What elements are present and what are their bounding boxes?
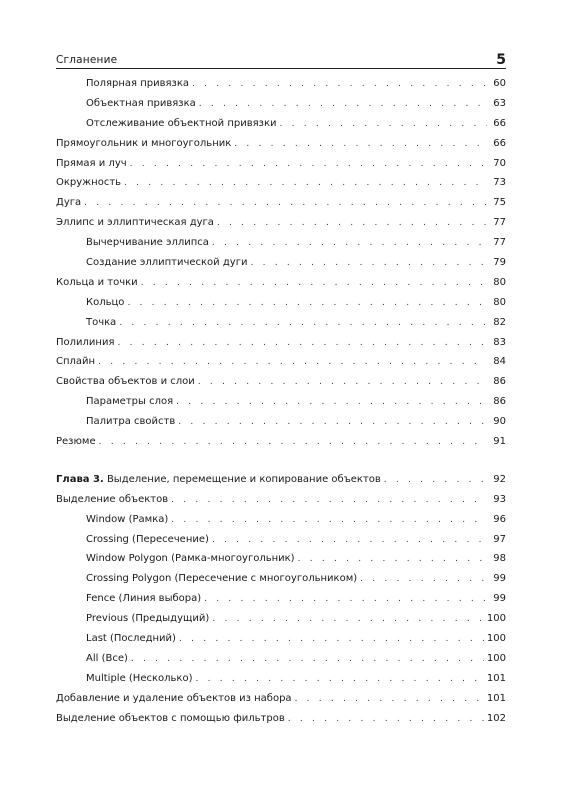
toc-entry	[56, 649, 506, 669]
dot-leader	[176, 393, 487, 413]
toc-entry-page: 70	[493, 157, 506, 169]
dot-leader	[298, 550, 487, 570]
toc-entry-text: Выделение объектов	[56, 493, 169, 505]
toc-entry-page: 86	[493, 376, 506, 388]
toc-entry-page: 100	[486, 613, 506, 625]
toc-entry	[56, 114, 506, 134]
dot-leader	[131, 650, 484, 670]
toc-entry-page: 84	[493, 356, 506, 368]
toc-entry-label	[86, 669, 192, 689]
dot-leader	[98, 353, 487, 373]
toc-entry-text: Прямоугольник и многоугольник	[56, 137, 232, 149]
toc-entry-text: Вычерчивание эллипса	[86, 237, 209, 249]
toc-entry-label	[86, 510, 168, 530]
dot-leader	[199, 95, 487, 115]
toc-entry-page: 91	[493, 436, 506, 448]
toc-entry	[56, 669, 506, 689]
toc-entry-page: 98	[493, 553, 506, 565]
toc-entry-label	[56, 352, 95, 372]
dot-leader	[192, 75, 487, 95]
toc-entry	[56, 629, 506, 649]
toc-entry-text: Свойства объектов и слои	[56, 376, 195, 388]
toc-entry-text: Дуга	[56, 197, 82, 209]
toc-entry	[56, 193, 506, 213]
toc-entry	[56, 609, 506, 629]
dot-leader	[295, 690, 484, 710]
toc-entry-text: Точка	[86, 316, 117, 328]
dot-leader	[141, 274, 487, 294]
dot-leader	[360, 570, 487, 590]
toc-entry-text: Объектная привязка	[86, 97, 196, 109]
toc-entry-label	[86, 392, 173, 412]
toc-entry-text: Палитра свойств	[86, 416, 176, 428]
toc-entry-text: Добавление и удаление объектов из набора	[56, 692, 292, 704]
dot-leader	[127, 294, 487, 314]
toc-entry-label	[86, 629, 176, 649]
toc-entry-page: 96	[493, 513, 506, 525]
header-title: Сгланение	[56, 54, 118, 66]
dot-leader	[178, 413, 487, 433]
toc-entry	[56, 510, 506, 530]
dot-leader	[234, 135, 487, 155]
page-number: 5	[496, 52, 506, 68]
toc-entry-page: 79	[493, 257, 506, 269]
toc-entry-label	[56, 173, 121, 193]
toc-entry-label	[56, 193, 81, 213]
toc-entry-text: Выделение объектов с помощью фильтров	[56, 712, 285, 724]
toc-entry-page: 77	[493, 237, 506, 249]
toc-entry-label	[86, 530, 209, 550]
dot-leader	[171, 491, 487, 511]
toc-entry-page: 92	[493, 473, 506, 485]
toc-entry-page: 80	[493, 296, 506, 308]
toc-entry-label	[86, 114, 277, 134]
toc-entry-page: 102	[486, 712, 506, 724]
dot-leader	[212, 531, 487, 551]
toc-entry	[56, 213, 506, 233]
toc-entry-text: Сплайн	[56, 356, 96, 368]
toc-entry-page: 80	[493, 276, 506, 288]
dot-leader	[384, 471, 487, 491]
dot-leader	[99, 433, 487, 453]
dot-leader	[280, 115, 488, 135]
toc-entry	[56, 273, 506, 293]
dot-leader	[119, 314, 487, 334]
toc-entry-text: Кольца и точки	[56, 276, 138, 288]
toc-entry	[56, 490, 506, 510]
toc-entry-label	[86, 649, 128, 669]
toc-entry	[56, 569, 506, 589]
dot-leader	[212, 610, 484, 630]
toc-entry-label	[86, 74, 189, 94]
toc-entry-label	[86, 412, 175, 432]
toc-entry-label	[86, 313, 116, 333]
toc-entry-page: 90	[493, 416, 506, 428]
dot-leader	[217, 214, 487, 234]
toc-entry-label	[86, 233, 209, 253]
toc-entry-page: 100	[486, 633, 506, 645]
toc-entry-page: 66	[493, 117, 506, 129]
toc-entry-page: 60	[493, 78, 506, 89]
toc-entry	[56, 94, 506, 114]
toc-entry-label	[56, 134, 231, 154]
toc-entry-label	[86, 569, 357, 589]
toc-entry-page: 101	[486, 692, 506, 704]
toc-entry-text: Crossing Polygon (Пересечение с многоугольником)	[86, 573, 358, 585]
toc-entry-text: Window Polygon (Рамка-многоугольник)	[86, 553, 295, 565]
toc-entry-text: Fence (Линия выбора)	[86, 593, 202, 605]
toc-entry-text: Multiple (Несколько)	[86, 672, 193, 684]
toc-entry-text: Создание эллиптической дуги	[86, 257, 248, 269]
toc-entry-label	[56, 689, 292, 709]
toc-entry-text: Кольцо	[86, 296, 125, 308]
dot-leader	[84, 194, 487, 214]
running-header	[56, 50, 506, 69]
toc-entry-label	[56, 372, 195, 392]
toc-entry	[56, 549, 506, 569]
toc-entry-text: Previous (Предыдущий)	[86, 613, 210, 625]
toc-entry-page: 73	[493, 177, 506, 189]
toc-entry-text: Параметры слоя	[86, 396, 174, 408]
dot-leader	[198, 373, 487, 393]
toc-entry-label	[56, 154, 127, 174]
dot-leader	[212, 234, 487, 254]
toc-entry	[56, 253, 506, 273]
toc-entry-label	[56, 709, 285, 729]
dot-leader	[130, 155, 487, 175]
toc-entry-label	[56, 333, 114, 353]
toc-entry-label	[56, 490, 168, 510]
toc-chapter-entry	[56, 470, 506, 490]
dot-leader	[288, 710, 484, 730]
toc-entry-text: Полилиния	[56, 336, 115, 348]
toc-entry-page: 77	[493, 217, 506, 229]
toc-entry	[56, 134, 506, 154]
toc-entry-page: 99	[493, 573, 506, 585]
toc-entry-label	[56, 273, 138, 293]
toc-entry-label	[56, 470, 381, 490]
toc-entry	[56, 372, 506, 392]
dot-leader	[204, 590, 487, 610]
toc-entry-label	[56, 432, 96, 452]
toc-entry-label	[86, 609, 209, 629]
toc-entry-label	[86, 589, 201, 609]
toc-entry-page: 75	[493, 197, 506, 209]
toc-entry-page: 63	[493, 97, 506, 109]
toc-entry-page: 101	[486, 672, 506, 684]
toc-entry-page: 82	[493, 316, 506, 328]
toc-entry	[56, 333, 506, 353]
toc-entry-label	[86, 293, 124, 313]
toc-entry-label	[86, 253, 247, 273]
toc-entry	[56, 709, 506, 729]
toc-entry-page: 83	[493, 336, 506, 348]
toc-entry-text: Crossing (Пересечение)	[86, 533, 209, 545]
toc-entry-page: 66	[493, 137, 506, 149]
toc-entry-text: Window (Рамка)	[86, 513, 169, 525]
toc-entry	[56, 689, 506, 709]
toc-entry	[56, 352, 506, 372]
table-of-contents	[56, 74, 506, 729]
toc-entry	[56, 74, 506, 94]
toc-entry	[56, 173, 506, 193]
dot-leader	[117, 334, 487, 354]
toc-entry	[56, 392, 506, 412]
dot-leader	[171, 511, 487, 531]
toc-entry-page: 97	[493, 533, 506, 545]
toc-entry	[56, 412, 506, 432]
toc-entry-text: Окружность	[56, 177, 122, 189]
toc-entry-text: All (Все)	[86, 652, 128, 664]
toc-entry	[56, 432, 506, 452]
toc-entry	[56, 530, 506, 550]
toc-entry	[56, 293, 506, 313]
toc-entry-label	[86, 549, 295, 569]
toc-entry-label	[86, 94, 196, 114]
toc-entry-label	[56, 213, 214, 233]
chapter-number: Глава 3.	[56, 473, 104, 485]
toc-entry-text: Прямая и луч	[56, 157, 127, 169]
toc-entry-page: 93	[493, 493, 506, 505]
toc-entry-text: Эллипс и эллиптическая дуга	[56, 217, 214, 229]
toc-entry-text: Выделение, перемещение и копирование объектов	[103, 473, 381, 485]
dot-leader	[179, 630, 484, 650]
dot-leader	[195, 670, 483, 690]
toc-entry	[56, 589, 506, 609]
toc-entry-page: 100	[486, 652, 506, 664]
toc-entry	[56, 233, 506, 253]
toc-entry-page: 99	[493, 593, 506, 605]
toc-entry-text: Отслеживание объектной привязки	[86, 117, 277, 129]
toc-entry	[56, 313, 506, 333]
toc-entry	[56, 154, 506, 174]
dot-leader	[124, 174, 487, 194]
toc-entry-text: Резюме	[56, 436, 96, 448]
toc-entry-page: 86	[493, 396, 506, 408]
dot-leader	[250, 254, 487, 274]
toc-entry-text: Полярная привязка	[86, 78, 190, 89]
toc-entry-text: Last (Последний)	[86, 633, 176, 645]
